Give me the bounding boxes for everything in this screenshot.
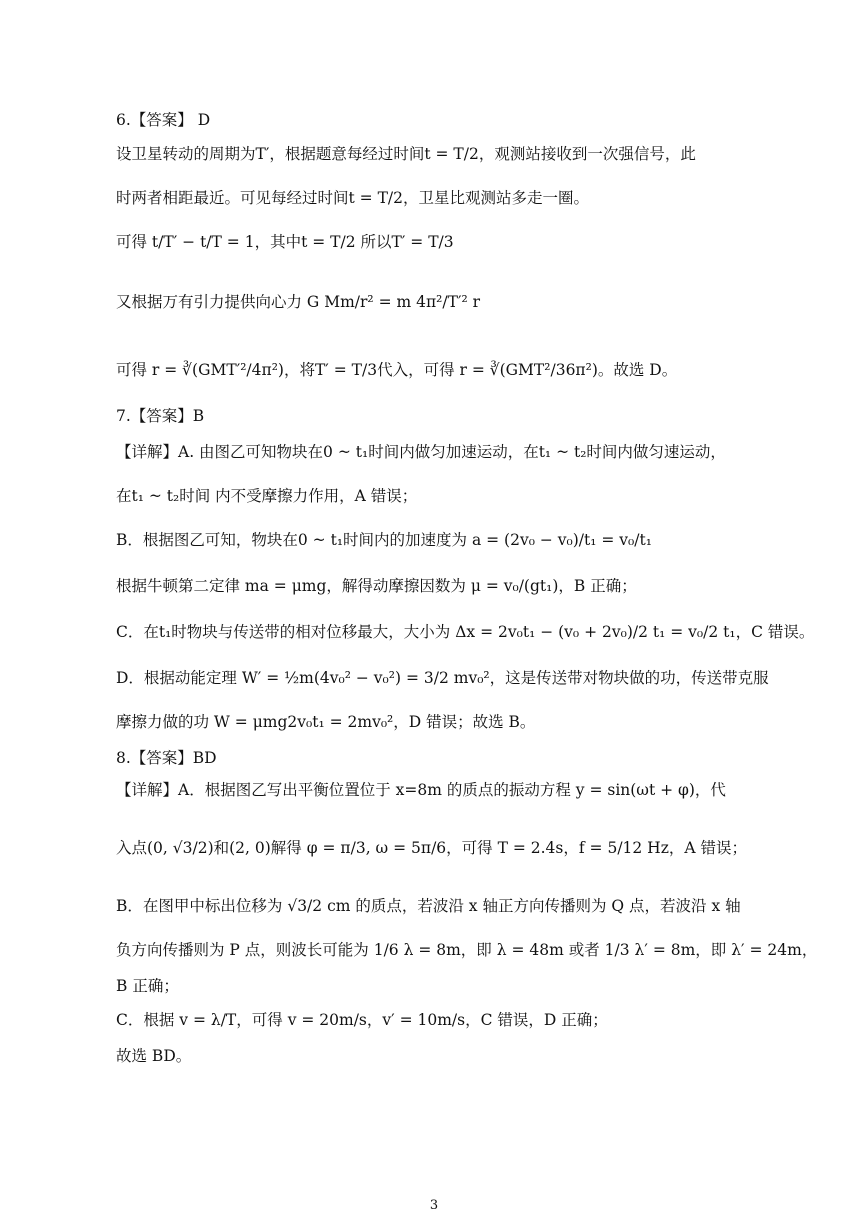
q8-line-4: 负方向传播则为 P 点，则波长可能为 1/6 λ = 8m，即 λ = 48m 或者 1/3 λ′ = 8m，即 λ′ = 24m， bbox=[116, 941, 818, 959]
q7-line-5: C．在t₁时物块与传送带的相对位移最大，大小为 Δx = 2v₀t₁ − (v₀ + 2v₀)/2 t₁ = v₀/2 t₁，C 错误。 bbox=[116, 623, 815, 641]
q8-line-1: 【详解】A．根据图乙写出平衡位置位于 x=8m 的质点的振动方程 y = sin(ωt + φ)，代 bbox=[116, 781, 726, 799]
q6-line-5: 可得 r = ∛(GMT′²/4π²)，将T′ = T/3代入，可得 r = ∛(GMT²/36π²)。故选 D。 bbox=[116, 361, 678, 379]
q7-line-7: 摩擦力做的功 W = μmg2v₀t₁ = 2mv₀²，D 错误；故选 B。 bbox=[116, 713, 536, 731]
q8-line-6: C．根据 v = λ/T，可得 v = 20m/s，v′ = 10m/s，C 错误，D 正确； bbox=[116, 1011, 608, 1029]
q7-line-3: B．根据图乙可知，物块在0 ~ t₁时间内的加速度为 a = (2v₀ − v₀)/t₁ = v₀/t₁ bbox=[116, 531, 652, 549]
q6-answer-heading: 6.【答案】 D bbox=[116, 111, 211, 129]
q6-line-4: 又根据万有引力提供向心力 G Mm/r² = m 4π²/T′² r bbox=[116, 293, 481, 311]
q8-line-3: B．在图甲中标出位移为 √3/2 cm 的质点，若波沿 x 轴正方向传播则为 Q 点，若波沿 x 轴 bbox=[116, 897, 741, 915]
q7-line-4: 根据牛顿第二定律 ma = μmg，解得动摩擦因数为 μ = v₀/(gt₁)，B 正确； bbox=[116, 577, 637, 595]
q7-answer-heading: 7.【答案】B bbox=[116, 407, 205, 425]
page-number: 3 bbox=[429, 1198, 439, 1213]
q8-line-2: 入点(0, √3/2)和(2, 0)解得 φ = π/3, ω = 5π/6，可得 T = 2.4s，f = 5/12 Hz，A 错误； bbox=[116, 839, 747, 857]
q7-line-6: D．根据动能定理 W′ = ½m(4v₀² − v₀²) = 3/2 mv₀²，这是传送带对物块做的功，传送带克服 bbox=[116, 669, 769, 687]
q6-line-3: 可得 t/T′ − t/T = 1，其中t = T/2 所以T′ = T/3 bbox=[116, 233, 454, 251]
q8-line-7: 故选 BD。 bbox=[116, 1047, 192, 1065]
q7-line-1: 【详解】A. 由图乙可知物块在0 ~ t₁时间内做匀加速运动，在t₁ ~ t₂时间内做匀速运动， bbox=[116, 443, 726, 461]
q6-line-2: 时两者相距最近。可见每经过时间t = T/2，卫星比观测站多走一圈。 bbox=[116, 189, 589, 207]
q8-answer-heading: 8.【答案】BD bbox=[116, 749, 217, 767]
q6-line-1: 设卫星转动的周期为T′，根据题意每经过时间t = T/2，观测站接收到一次强信号，此 bbox=[116, 145, 696, 163]
q8-line-5: B 正确； bbox=[116, 977, 179, 995]
q7-line-2: 在t₁ ~ t₂时间 内不受摩擦力作用，A 错误； bbox=[116, 487, 418, 505]
